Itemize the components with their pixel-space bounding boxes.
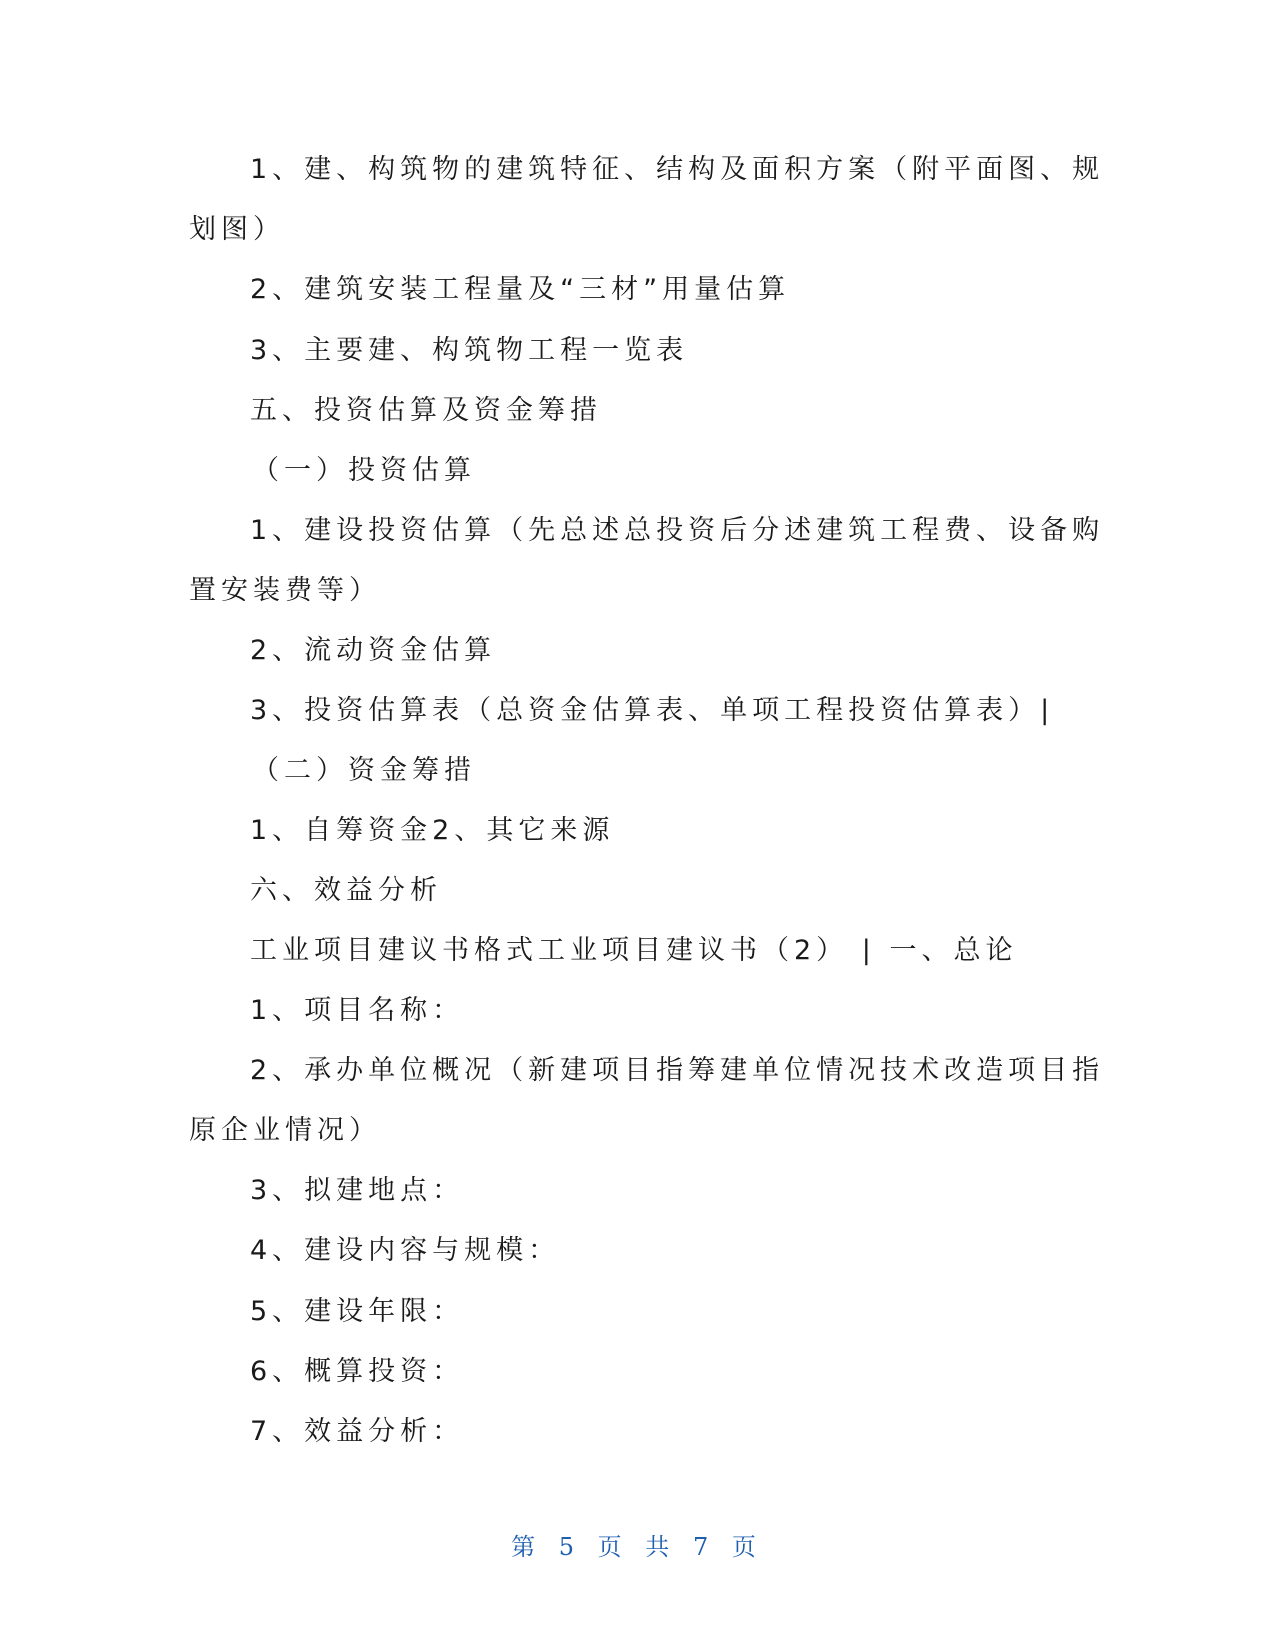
text-line: 工业项目建议书格式工业项目建议书（2） | 一、总论 xyxy=(250,935,1018,966)
subsection-heading: （一）投资估算 xyxy=(252,455,476,486)
subsection-heading: （二）资金筹措 xyxy=(252,755,476,786)
text-line: 划图） xyxy=(189,214,285,245)
text-line: 2、建筑安装工程量及“三材”用量估算 xyxy=(250,274,791,305)
text-line: 2、承办单位概况（新建项目指筹建单位情况技术改造项目指 xyxy=(250,1055,1105,1086)
text-line: 1、项目名称： xyxy=(250,995,465,1026)
text-line: 置安装费等） xyxy=(189,575,381,606)
text-line: 1、建、构筑物的建筑特征、结构及面积方案（附平面图、规 xyxy=(250,154,1105,185)
page-number-footer: 第 5 页 共 7 页 xyxy=(511,1533,764,1561)
text-line: 3、拟建地点： xyxy=(250,1175,465,1206)
text-line: 6、概算投资： xyxy=(250,1356,465,1387)
text-line: 1、建设投资估算（先总述总投资后分述建筑工程费、设备购 xyxy=(250,515,1105,546)
text-line: 4、建设内容与规模： xyxy=(250,1235,561,1266)
text-line: 3、投资估算表（总资金估算表、单项工程投资估算表）| xyxy=(250,695,1055,726)
text-line: 2、流动资金估算 xyxy=(250,635,497,666)
text-line: 3、主要建、构筑物工程一览表 xyxy=(250,335,689,366)
text-line: 1、自筹资金2、其它来源 xyxy=(250,815,615,846)
section-heading: 六、效益分析 xyxy=(250,875,442,906)
text-line: 7、效益分析： xyxy=(250,1416,465,1447)
text-line: 原企业情况） xyxy=(189,1115,381,1146)
section-heading: 五、投资估算及资金筹措 xyxy=(250,395,602,426)
text-line: 5、建设年限： xyxy=(250,1296,465,1327)
